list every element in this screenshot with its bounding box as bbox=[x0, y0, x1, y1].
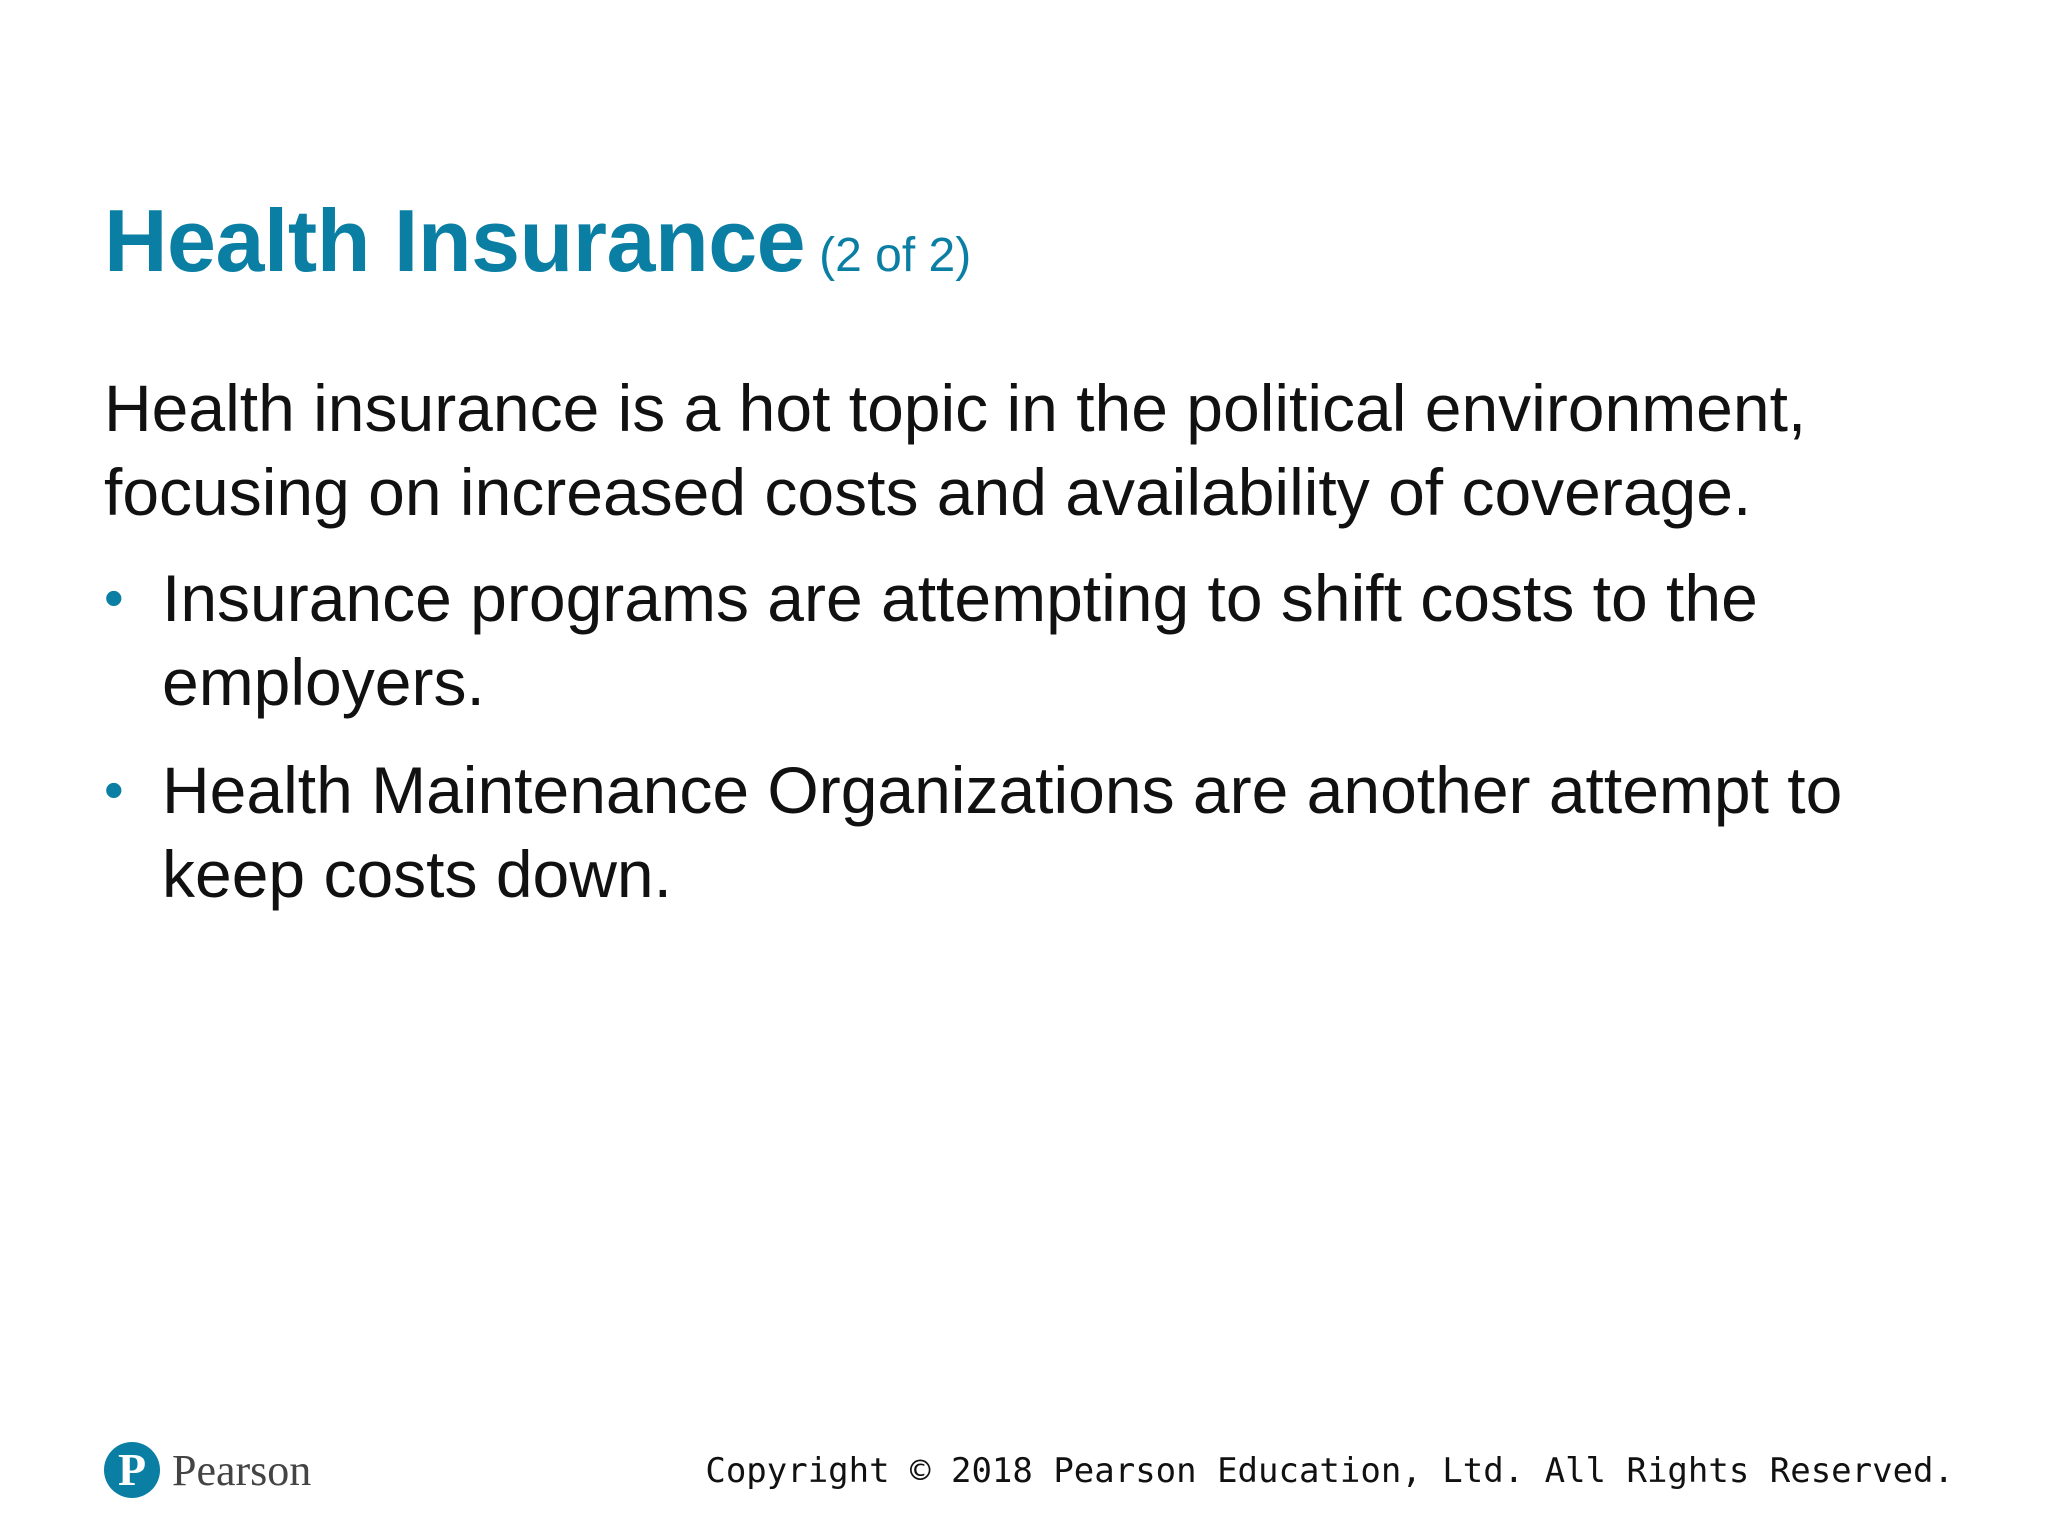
copyright-notice: Copyright © 2018 Pearson Education, Ltd. All Rights Reserved. bbox=[705, 1451, 1954, 1491]
bullet-item bbox=[104, 556, 1964, 724]
title-page-indicator: (2 of 2) bbox=[819, 229, 972, 282]
bullet-text: Insurance programs are attempting to shift costs to the employers. bbox=[162, 561, 1758, 719]
bullet-text: Health Maintenance Organizations are another attempt to keep costs down. bbox=[162, 753, 1843, 911]
intro-paragraph: Health insurance is a hot topic in the political environment, focusing on increased costs and availability of coverage. bbox=[104, 371, 1807, 529]
pearson-logo-icon: P bbox=[104, 1442, 160, 1498]
pearson-logo bbox=[104, 1438, 311, 1502]
slide-title bbox=[104, 190, 971, 292]
pearson-wordmark: Pearson bbox=[172, 1445, 312, 1495]
slide-body bbox=[104, 366, 1964, 940]
title-main: Health Insurance bbox=[104, 191, 806, 290]
bullet-dot-icon: • bbox=[104, 758, 124, 821]
bullet-item bbox=[104, 748, 1964, 916]
bullet-list bbox=[104, 556, 1964, 916]
bullet-dot-icon: • bbox=[104, 566, 124, 629]
